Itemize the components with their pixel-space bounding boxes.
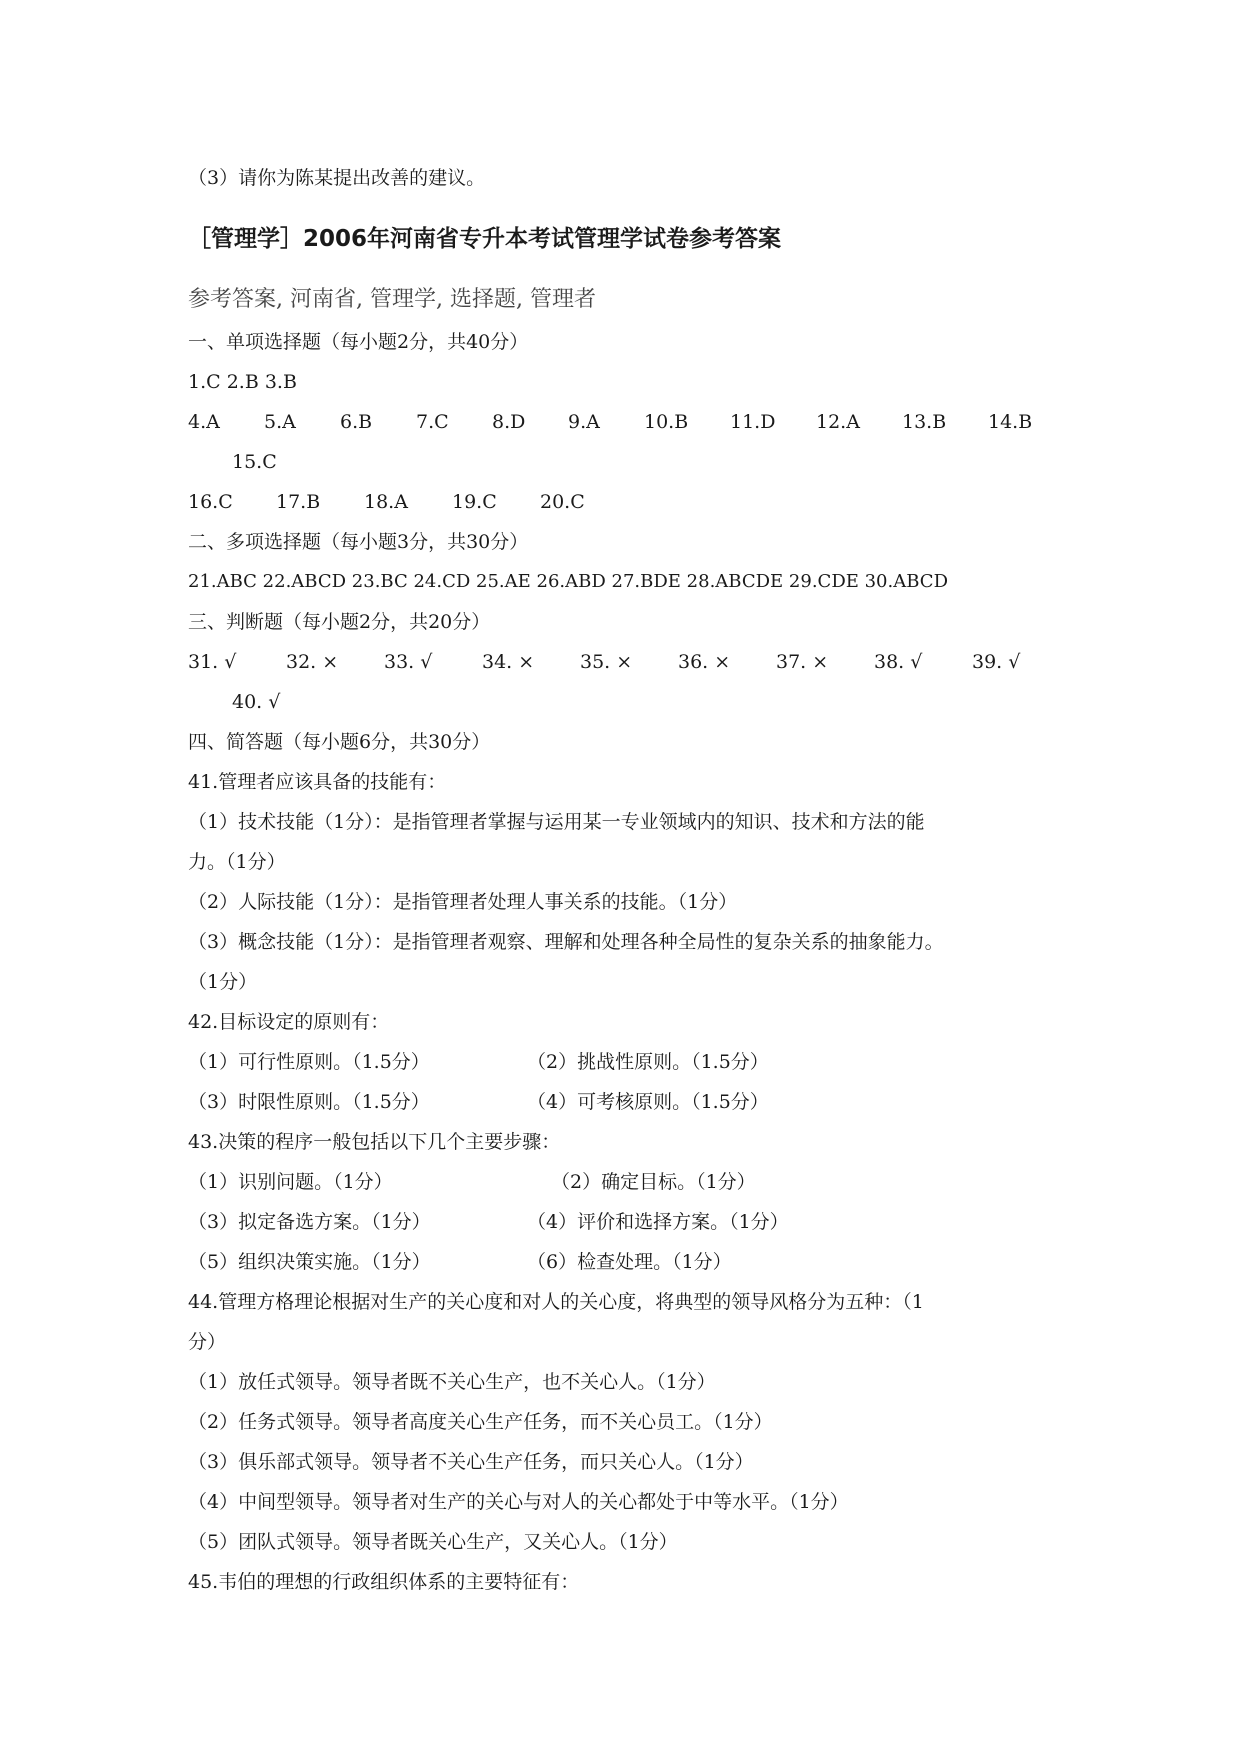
answer-item: 33. √ <box>384 651 433 673</box>
q43-item: （4）评价和选择方案。（1分） <box>527 1211 789 1233</box>
answer-item: 34. × <box>482 651 535 673</box>
answer-item: 20.C <box>540 491 585 513</box>
answer-item: 17.B <box>276 491 321 513</box>
answer-item: 32. × <box>286 651 339 673</box>
answer-item: 39. √ <box>972 651 1021 673</box>
answer-item: 7.C <box>416 411 449 433</box>
answer-item: 6.B <box>340 411 373 433</box>
page-title: ［管理学］2006年河南省专升本考试管理学试卷参考答案 <box>188 226 782 252</box>
answer-item: 8.D <box>492 411 526 433</box>
intro-question: （3）请你为陈某提出改善的建议。 <box>188 167 486 189</box>
answer-item: 19.C <box>452 491 497 513</box>
answer-item: 35. × <box>580 651 633 673</box>
q42-item: （3）时限性原则。（1.5分） <box>188 1091 430 1113</box>
section3-heading: 三、判断题（每小题2分，共20分） <box>188 611 491 633</box>
answer-item: 18.A <box>364 491 408 513</box>
answer-item: 36. × <box>678 651 731 673</box>
section1-answers-row2 <box>188 410 1068 434</box>
answer-item: 4.A <box>188 411 220 433</box>
answer-item: 5.A <box>264 411 296 433</box>
answer-item: 16.C <box>188 491 233 513</box>
answer-item: 9.A <box>568 411 600 433</box>
q43-item: （2）确定目标。（1分） <box>551 1171 756 1193</box>
section1-heading: 一、单项选择题（每小题2分，共40分） <box>188 331 529 353</box>
q41-answer1-line1: （1）技术技能（1分）：是指管理者掌握与运用某一专业领域内的知识、技术和方法的能 <box>188 811 925 833</box>
section3-answers-wrap: 40. √ <box>232 691 281 713</box>
q43-item: （1）识别问题。（1分） <box>188 1171 393 1193</box>
q42-item: （4）可考核原则。（1.5分） <box>527 1091 769 1113</box>
q44-title-line1: 44.管理方格理论根据对生产的关心度和对人的关心度，将典型的领导风格分为五种：（1 <box>188 1291 924 1313</box>
q41-title: 41.管理者应该具备的技能有： <box>188 771 447 793</box>
q41-answer3-line1: （3）概念技能（1分）：是指管理者观察、理解和处理各种全局性的复杂关系的抽象能力。 <box>188 931 944 953</box>
q43-item: （6）检查处理。（1分） <box>527 1251 732 1273</box>
q44-item: （3）俱乐部式领导。领导者不关心生产任务，而只关心人。（1分） <box>188 1451 754 1473</box>
q41-answer3-line2: （1分） <box>188 971 258 993</box>
section1-answers-row3 <box>188 490 608 514</box>
q44-item: （2）任务式领导。领导者高度关心生产任务，而不关心员工。（1分） <box>188 1411 773 1433</box>
answer-item: 12.A <box>816 411 860 433</box>
q44-title-line2: 分） <box>188 1331 227 1353</box>
q44-item: （4）中间型领导。领导者对生产的关心与对人的关心都处于中等水平。（1分） <box>188 1491 849 1513</box>
q42-title: 42.目标设定的原则有： <box>188 1011 390 1033</box>
q41-answer1-line2: 力。（1分） <box>188 851 286 873</box>
answer-item: 14.B <box>988 411 1033 433</box>
answer-item: 38. √ <box>874 651 923 673</box>
q42-item: （1）可行性原则。（1.5分） <box>188 1051 430 1073</box>
answer-item: 31. √ <box>188 651 237 673</box>
answer-item: 13.B <box>902 411 947 433</box>
section3-answers-row <box>188 650 1068 674</box>
section2-answers: 21.ABC 22.ABCD 23.BC 24.CD 25.AE 26.ABD 27.BDE 28.ABCDE 29.CDE 30.ABCD <box>188 571 948 592</box>
q42-item: （2）挑战性原则。（1.5分） <box>527 1051 769 1073</box>
q44-item: （5）团队式领导。领导者既关心生产，又关心人。（1分） <box>188 1531 678 1553</box>
answer-item: 11.D <box>730 411 776 433</box>
q44-item: （1）放任式领导。领导者既不关心生产，也不关心人。（1分） <box>188 1371 716 1393</box>
q43-item: （3）拟定备选方案。（1分） <box>188 1211 431 1233</box>
section2-heading: 二、多项选择题（每小题3分，共30分） <box>188 531 529 553</box>
answer-item: 37. × <box>776 651 829 673</box>
section4-heading: 四、简答题（每小题6分，共30分） <box>188 731 491 753</box>
q41-answer2: （2）人际技能（1分）：是指管理者处理人事关系的技能。（1分） <box>188 891 738 913</box>
section1-answers-row1: 1.C 2.B 3.B <box>188 371 297 393</box>
section1-answers-wrap: 15.C <box>232 451 277 473</box>
answer-item: 10.B <box>644 411 689 433</box>
tag-list: 参考答案, 河南省, 管理学, 选择题, 管理者 <box>188 287 596 312</box>
q43-title: 43.决策的程序一般包括以下几个主要步骤： <box>188 1131 561 1153</box>
q43-item: （5）组织决策实施。（1分） <box>188 1251 431 1273</box>
q45-title: 45.韦伯的理想的行政组织体系的主要特征有： <box>188 1571 580 1593</box>
